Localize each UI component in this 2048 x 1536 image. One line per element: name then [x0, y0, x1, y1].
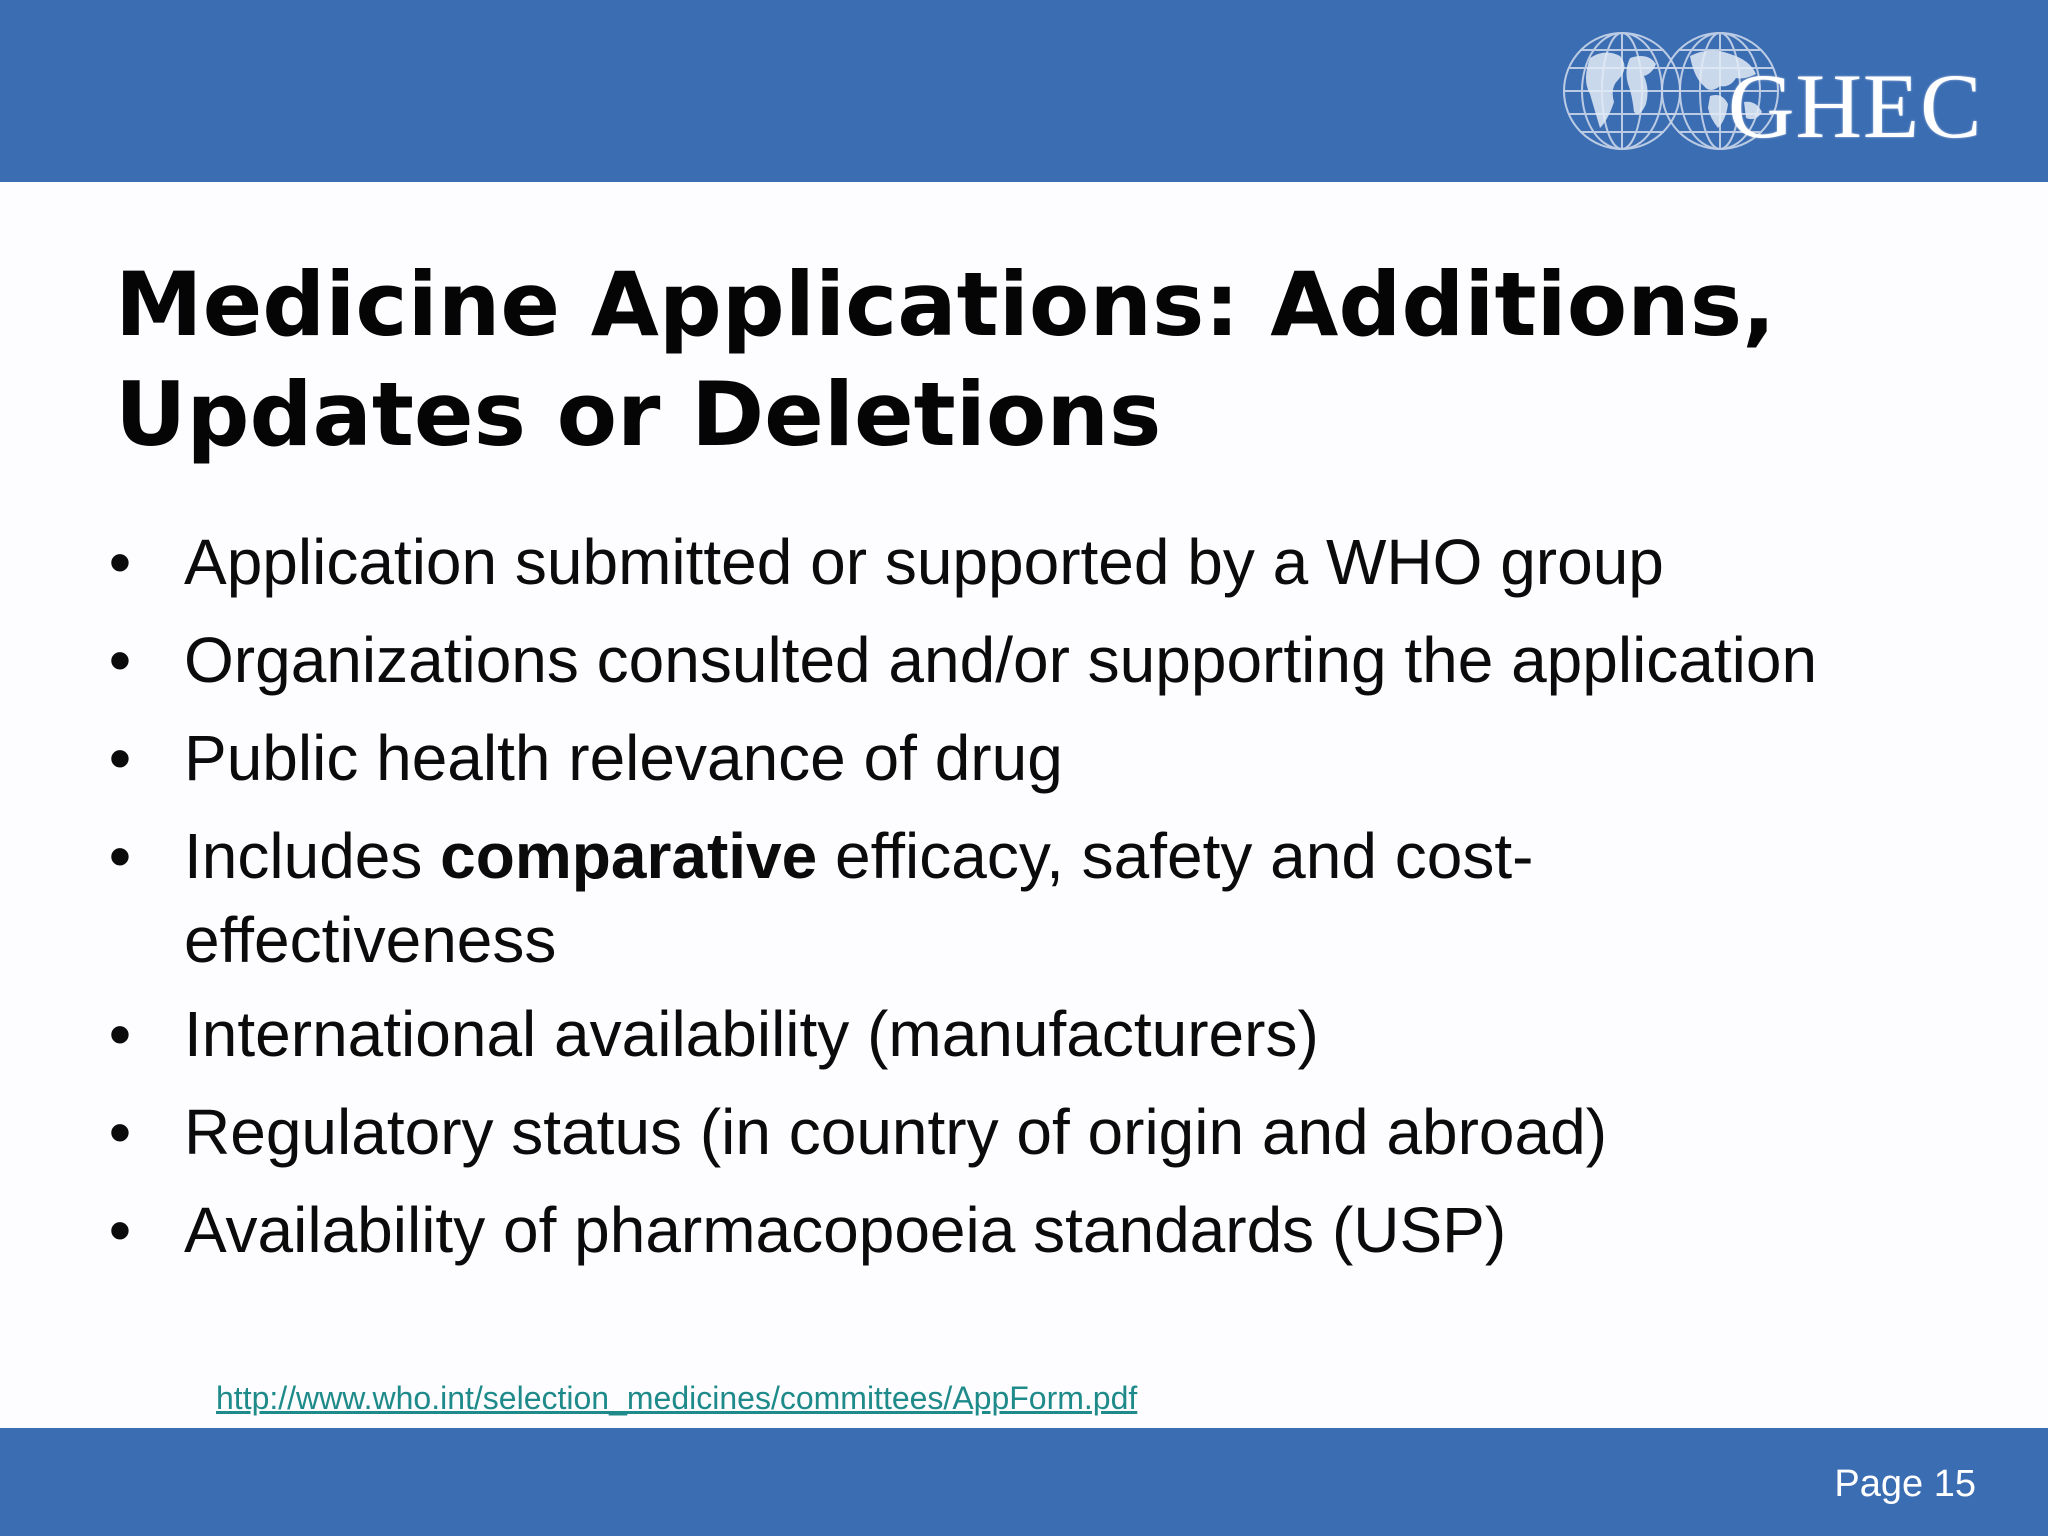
bullet-dot: • [108, 526, 132, 598]
bullet-dot: • [108, 1194, 132, 1266]
bullet-item [100, 520, 1980, 604]
bullet-text: Public health relevance of drug [184, 722, 1063, 794]
bullet-text: Availability of pharmacopoeia standards (USP) [184, 1194, 1507, 1266]
bullet-text: International availability (manufacturers) [184, 998, 1319, 1070]
bullet-dot: • [108, 1096, 132, 1168]
ghec-logo [1560, 22, 2000, 160]
logo-text: GHEC [1728, 55, 1983, 157]
bullet-dot: • [108, 722, 132, 794]
bullet-dot: • [108, 820, 132, 892]
bullet-text: Regulatory status (in country of origin and abroad) [184, 1096, 1607, 1168]
bullet-text-pre: Includes [184, 820, 441, 892]
title-line-1: Medicine Applications: Additions, [115, 253, 1776, 356]
bullet-item [100, 1188, 1980, 1272]
appform-link[interactable]: http://www.who.int/selection_medicines/committees/AppForm.pdf [216, 1380, 1138, 1416]
bullet-dot: • [108, 624, 132, 696]
bullet-item [100, 618, 1980, 702]
footer-bar [0, 1428, 2048, 1536]
bullet-text-post-line2: effectiveness [184, 904, 557, 976]
bullet-item [100, 814, 1980, 982]
bullet-item [100, 992, 1980, 1076]
bullet-item [100, 1090, 1980, 1174]
header-bar [0, 0, 2048, 182]
page-number: Page 15 [1834, 1463, 1976, 1505]
bullet-text: Application submitted or supported by a WHO group [184, 526, 1664, 598]
bullet-item [100, 716, 1980, 800]
bullet-dot: • [108, 998, 132, 1070]
bullet-text-bold: comparative [440, 820, 818, 892]
bullet-text-post: efficacy, safety and cost- [817, 820, 1534, 892]
bullet-text: Organizations consulted and/or supporting the application [184, 624, 1818, 696]
bullet-list [100, 520, 1980, 1286]
title-line-2: Updates or Deletions [115, 363, 1162, 466]
slide-title [115, 250, 1935, 470]
